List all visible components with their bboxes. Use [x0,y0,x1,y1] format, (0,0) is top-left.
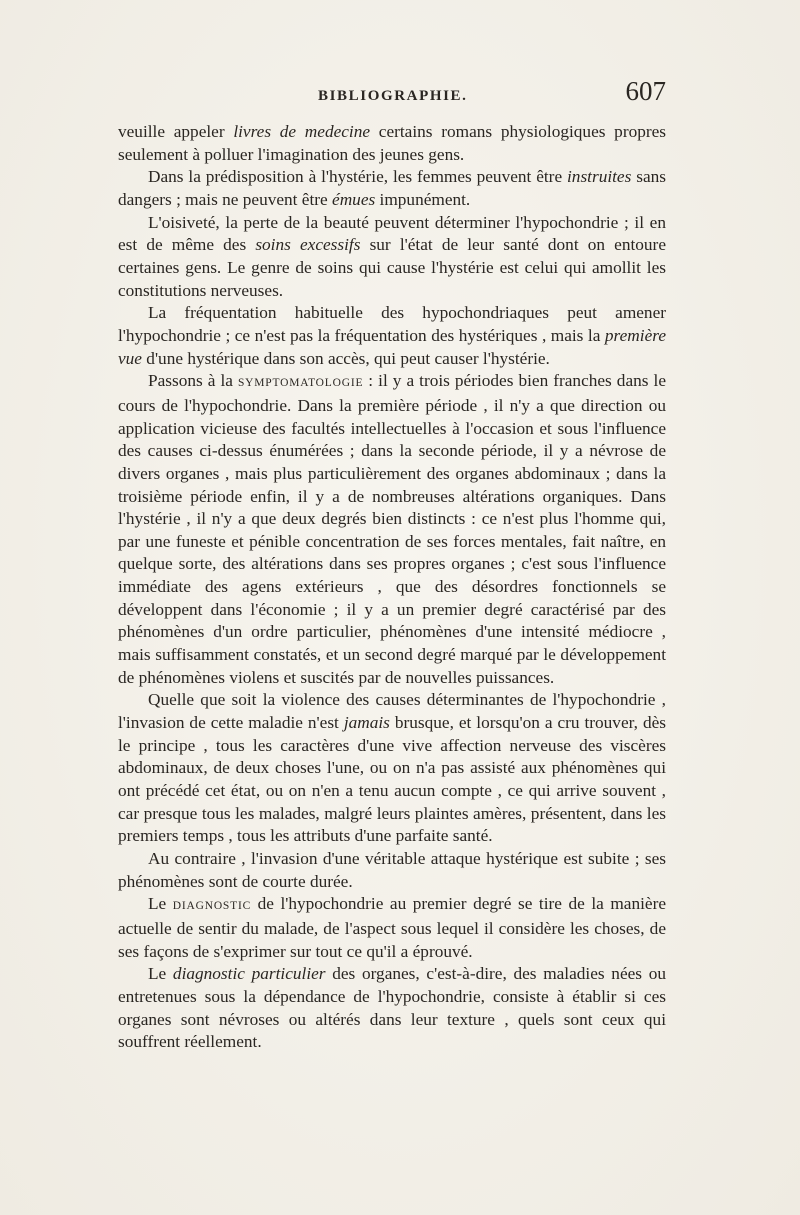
paragraph [118,166,666,211]
paragraph [118,370,666,689]
italic-text: première vue [118,325,666,368]
italic-text: instruites [567,167,632,187]
small-caps-term: DIAGNOSTIC [172,900,252,913]
body-text [118,121,666,1054]
paragraph-text: Le [148,964,173,984]
paragraph-text: : il y a trois périodes bien franches dans le cours de l'hypochondrie. Dans la première période , il n'y a que direction ou application vicieuse des facultés intellectuelles à l'occasion et sous l'influence des causes ci-dessus énumérées ; dans la seconde période, il y a névrose de divers organes , mais plus particulièrement des organes abdominaux ; dans la troisième période enfin, il y a de nombreuses altérations organiques. Dans l'hystérie , il n'y a que deux degrés bien distincts : ce n'est plus l'homme qui, par une funeste et pénible concentration de ses forces mentales, fait naître, en quelque sorte, des altérations dans ses propres organes ; c'est sous l'influence immédiate des agens extérieurs , que des désordres fonctionnels se développent dans l'économie ; il y a un premier degré caractérisé par des phénomènes d'un ordre particulier, phénomènes d'une intensité médiocre , mais suffisamment constatés, et un second degré marqué par le développement de phénomènes violens et suscités par de nouvelles puissances. [118,371,666,687]
italic-text: livres de medecine [233,122,371,141]
paragraph-text: de l'hypochondrie au premier degré se tire de la manière actuelle de sentir du malade, de l'aspect sous lequel il considère les choses, de ses façons de s'exprimer sur tout ce qu'il a éprouvé. [118,894,667,961]
paragraph-text: des organes, c'est-à-dire, des maladies nées ou entretenues sous la dépendance de l'hypochondrie, consiste à établir si ces organes sont névroses ou altérés dans leur texture , quels sont ceux qui souffrent réellement. [118,964,666,1052]
paragraph-text: sans dangers ; mais ne peuvent être [118,167,666,209]
paragraph-text: Le [148,894,173,914]
paragraph-text: Dans la prédisposition à l'hystérie, les femmes peuvent être [148,167,567,187]
paragraph-text: certains romans physiologiques propres seulement à polluer l'imagination des jeunes gens. [118,122,667,164]
italic-text: soins excessifs [255,235,361,255]
paragraph-text: Au contraire , l'invasion d'une véritable attaque hystérique est subite ; ses phénomènes sont de courte durée. [118,849,666,891]
small-caps-term: SYMPTOMATOLOGIE [237,377,364,390]
paragraph [118,848,666,893]
paragraph-text: Quelle que soit la violence des causes déterminantes de l'hypochondrie , l'invasion de cette maladie n'est [118,690,666,733]
paragraph [118,121,666,166]
paragraph-text: veuille appeler [118,122,234,141]
paragraph-text: d'une hystérique dans son accès, qui peut causer l'hystérie. [141,348,550,368]
paragraph-text: brusque, et lorsqu'on a cru trouver, dès le principe , tous les caractères d'une vive affection nerveuse des viscères abdominaux, de deux choses l'une, ou on n'a pas assisté aux phénomènes qui ont précédé cet état, ou on n'en a tenu aucun compte , ce qui arrive souvent , car presque tous les malades, malgré leurs plaintes amères, présentent, dans les premiers temps , tous les attributs d'une parfaite santé. [118,713,666,846]
paragraph-text: Passons à la [148,371,238,391]
paragraph [118,893,666,963]
italic-text: diagnostic particulier [172,964,326,984]
italic-text: émues [332,189,376,209]
paragraph [118,302,666,370]
paragraph-text: sur l'état de leur santé dont on entoure certaines gens. Le genre de soins qui cause l'hystérie est celui qui amollit les constitutions nerveuses. [118,235,666,300]
italic-text: jamais [343,713,390,733]
paragraph [118,963,666,1054]
page-header [118,76,666,112]
paragraph-text: La fréquentation habituelle des hypochondriaques peut amener l'hypochondrie ; ce n'est pas la fréquentation des hystériques , mais la [118,303,666,345]
paragraph-text: L'oisiveté, la perte de la beauté peuvent déterminer l'hypochondrie ; il en est de même des [118,212,666,255]
running-head: BIBLIOGRAPHIE. [318,88,468,104]
paragraph [118,689,666,848]
page-number: 607 [625,76,666,106]
paragraph-text: impunément. [375,189,471,209]
paragraph [118,212,666,303]
